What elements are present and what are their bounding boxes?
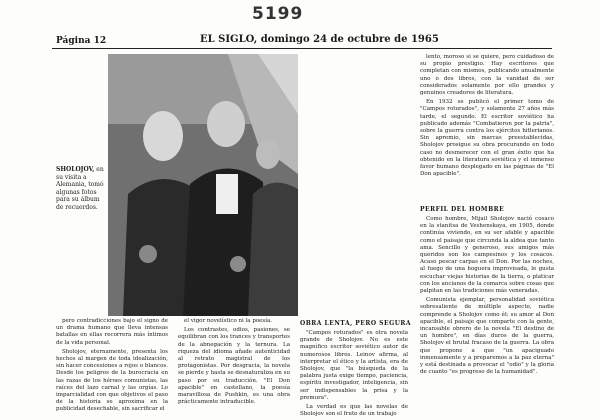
header-rule <box>52 48 552 49</box>
paragraph: Los contrastes, odios, pasiones, se equilibran con los trances y transportes de la abnegación y la ternura. La riqueza del idioma añade autenticidad al retrato magistral de los protagonistas. Por desgracia, la novela se pierde y hasta se desnaturaliza en su paso por su traducción. "El Don apacible" en castellano, la poesía maravillosa de Pushkin, es una obra prácticamente intraducible. <box>178 327 290 406</box>
article-column-2 <box>178 318 290 414</box>
subheading-obra-lenta: OBRA LENTA, PERO SEGURA <box>300 320 412 327</box>
photo-caption <box>56 166 106 211</box>
paragraph: pero contradicciones bajo el signo de un drama humano que lleva intensas batallas en ellas recorrera más íntimos de la vida personal. <box>56 318 168 346</box>
paragraph: La verdad es que las novelas de Sholojov son el fruto de un trabajo <box>300 404 408 418</box>
paragraph: Como hombre, Mijail Sholojov nació cosaco en la stanitsa de Veshenskaya, en 1905, donde continúa viviendo, en su ser afable y apacible como el paisaje que circunda la aldea que tanto ama. Sencillo y generoso, sus amigos más queridos son los campesinos y los cosacos. Acaso pescar carpas en el Don. Por las noches, al fuego de una hoguera improvisada, le gusta escuchar viejas historias de la tierra, o platicar con los ancianos de la comarca sobre cosas que palpitan en las tradiciones más veneradas. <box>420 216 554 295</box>
page-number: Página 12 <box>56 36 107 46</box>
caption-name: SHOLOJOV, <box>56 166 95 173</box>
paragraph: En 1932 se publicó el primer tomo de "Campos roturados", y solamente 27 años más tarde, el segundo. El escritor soviético ha publicado además "Combatieron por la patria", sobre la guerra contra los ejércitos hitlerianos. Sin apremio, sin marcas preestablecidas, Sholojov prosigue su obra procurando en todo caso no desmerecer con el gran éxito que ha obtenido en la literatura soviética y el inmenso favor humano desplegado en las páginas de "El Don apacible". <box>420 99 554 178</box>
caption-text: en su visita a Alemania, tomó algunas fotos para su álbum de recuerdos. <box>56 166 104 211</box>
subheading-perfil: PERFIL DEL HOMBRE <box>420 206 505 213</box>
paragraph: Comunista ejemplar, personalidad soviética sobresaliente de múltiple aspecto, nadie comprende a Sholojov como él: su amor al Don apacible, el paisaje que comparte con la gente, incansable obrero de la novela "El destino de un hombre", en días duros de la guerra, Sholojov el brutal fracaso de la guerra. La obra que propone a que "un apaciguado inmensamente y a preparemos a la paz eterna" y está destinada a provocar el "odio" y la gloria de cuanto "es progreso de la humanidad". <box>420 297 554 376</box>
article-column-right-top <box>420 54 554 204</box>
newspaper-dateline: EL SIGLO, domingo 24 de octubre de 1965 <box>200 34 439 45</box>
article-column-3 <box>300 330 408 418</box>
paragraph: Sholojov, eternamente, presenta los hechos al margen de toda idealización, sin hacer concesiones a rojos o blancos. Desde los peligros de la burocracia en las razas de los héroes comunistas, las raíces del lazo carnal y las orgías. Lo imparcialidad con que objetivos el paso de la historia se aproxima en la publicidad desechable, sin sacrificar el <box>56 348 168 413</box>
handwritten-archive-number: 5199 <box>252 4 304 24</box>
paragraph: "Campos roturados" es otra novela grande de Sholojov. No es este magnífico escritor soviético autor de numerosos libros. Leinov afirma, al interpretar el ético y la artista, era de Sholojov, que "la búsqueda de la palabra justa exige tiempo, paciencia, espíritu investigador, inteligencia, sin ser indispensables la prisa y la premura". <box>300 330 408 401</box>
article-column-right-bottom <box>420 216 554 414</box>
paragraph: lento, moroso si se quiere, pero cuidadoso de su propio prestigio. Hay escritores que completan con mismos, publicando anualmente uno o dos libros, con la vanidad de ser considerados solamente por ello grandes y genuinos creadores de literatura. <box>420 54 554 97</box>
paragraph: el vigor novelístico ni la poesía. <box>184 318 273 324</box>
article-column-1 <box>56 318 168 414</box>
sholojov-photo <box>108 54 298 316</box>
